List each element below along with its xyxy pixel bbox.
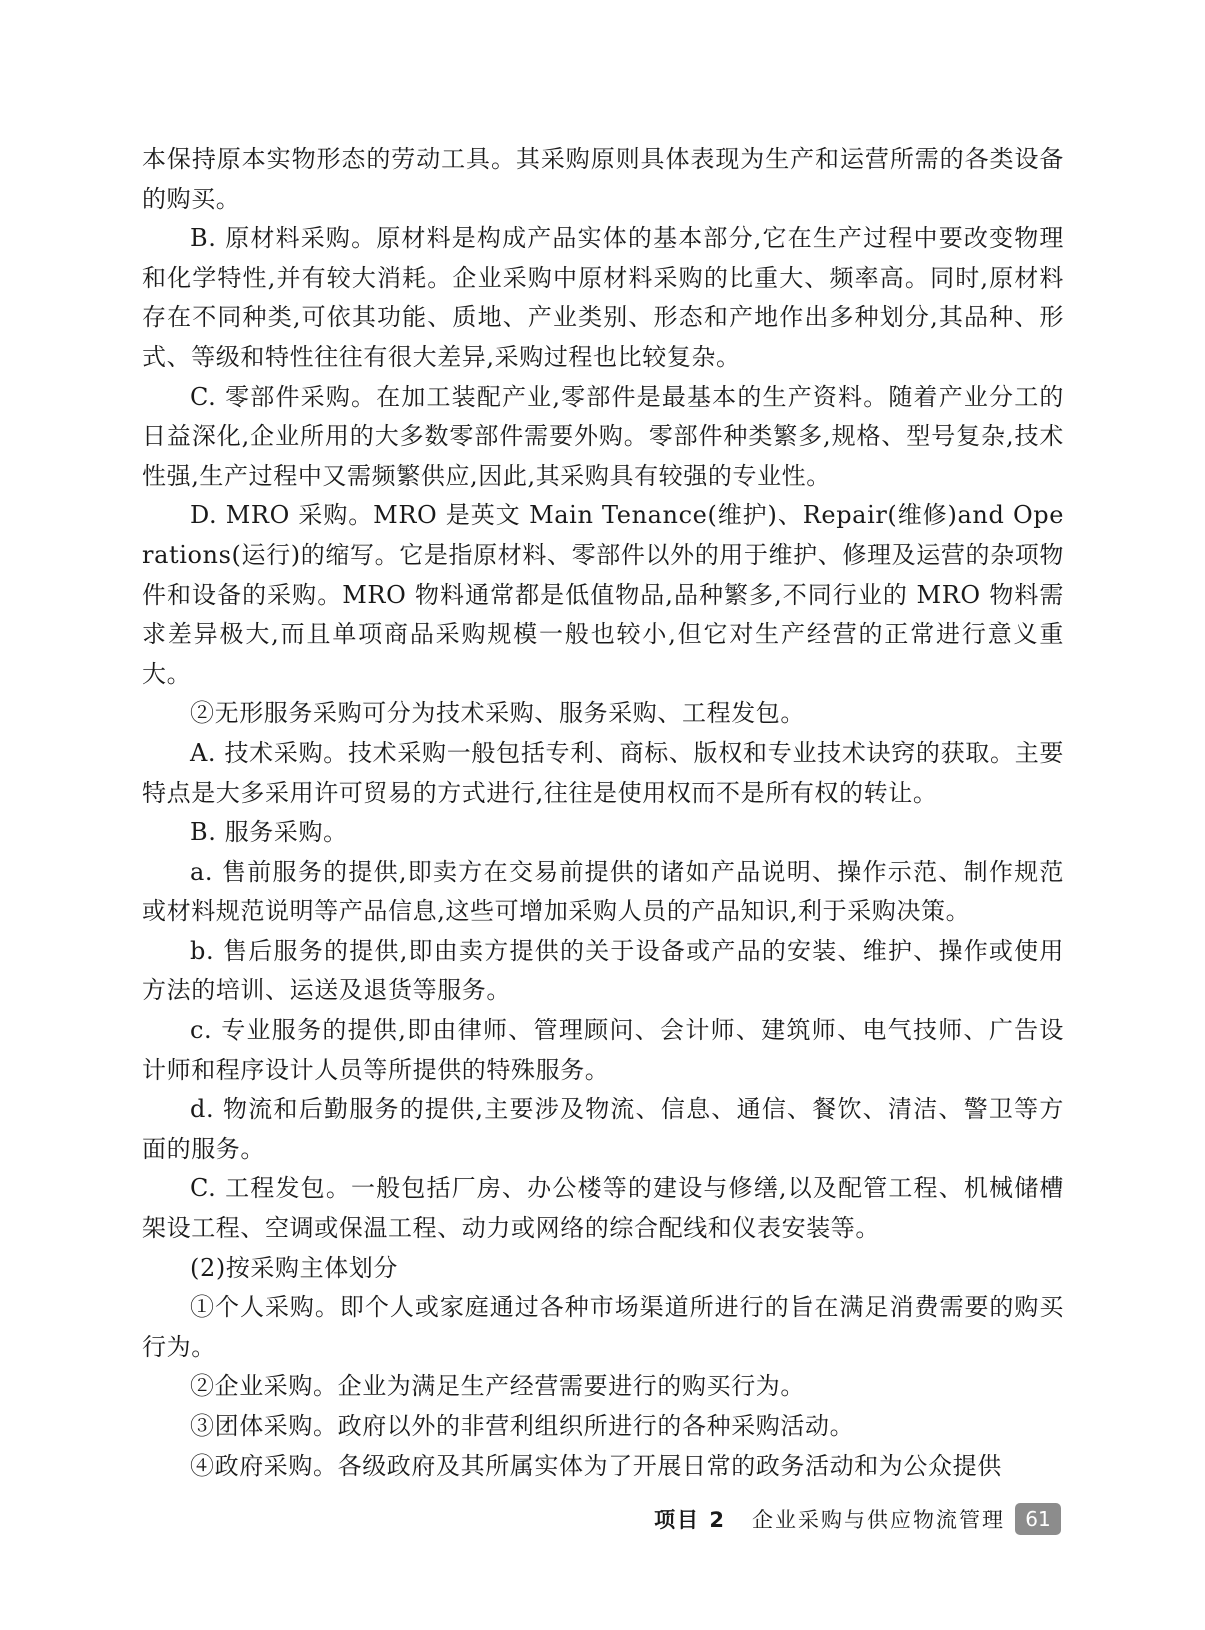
paragraph-mro: D. MRO 采购。MRO 是英文 Main Tenance(维护)、Repair(维修)and Operations(运行)的缩写。它是指原材料、零部件以外的用于维护、修理及运营的杂项物件和设备的采购。MRO 物料通常都是低值物品,品种繁多,不同行业的 MRO 物料需求差异极大,而且单项商品采购规模一般也较小,但它对生产经营的正常进行意义重大。 xyxy=(142,501,1064,688)
paragraph-group-purchase: ③团体采购。政府以外的非营利组织所进行的各种采购活动。 xyxy=(190,1412,855,1440)
paragraph-professional-service: c. 专业服务的提供,即由律师、管理顾问、会计师、建筑师、电气技师、广告设计师和程序设计人员等所提供的特殊服务。 xyxy=(142,1016,1064,1084)
page-number-badge: 61 xyxy=(1015,1503,1061,1535)
paragraph-service-purchase: B. 服务采购。 xyxy=(190,818,348,847)
paragraph-project-contracting: C. 工程发包。一般包括厂房、办公楼等的建设与修缮,以及配管工程、机械储槽架设工程、空调或保温工程、动力或网络的综合配线和仪表安装等。 xyxy=(142,1174,1064,1243)
paragraph-technology-purchase: A. 技术采购。技术采购一般包括专利、商标、版权和专业技术诀窍的获取。主要特点是大多采用许可贸易的方式进行,往往是使用权而不是所有权的转让。 xyxy=(142,738,1064,807)
paragraph-presale-service: a. 售前服务的提供,即卖方在交易前提供的诸如产品说明、操作示范、制作规范或材料规范说明等产品信息,这些可增加采购人员的产品知识,利于采购决策。 xyxy=(142,857,1064,926)
paragraph-aftersale-service: b. 售后服务的提供,即由卖方提供的关于设备或产品的安装、维护、操作或使用方法的培训、运送及退货等服务。 xyxy=(142,936,1064,1005)
paragraph-individual-purchase: ①个人采购。即个人或家庭通过各种市场渠道所进行的旨在满足消费需要的购买行为。 xyxy=(142,1293,1064,1361)
paragraph-raw-materials: B. 原材料采购。原材料是构成产品实体的基本部分,它在生产过程中要改变物理和化学特性,并有较大消耗。企业采购中原材料采购的比重大、频率高。同时,原材料存在不同种类,可依其功能、质地、产业类别、形态和产地作出多种划分,其品种、形式、等级和特性往往有很大差异,采购过程也比较复杂。 xyxy=(142,224,1064,371)
footer-title: 企业采购与供应物流管理 xyxy=(752,1508,1005,1532)
paragraph-logistics-service: d. 物流和后勤服务的提供,主要涉及物流、信息、通信、餐饮、清洁、警卫等方面的服务。 xyxy=(142,1095,1064,1163)
page-footer xyxy=(654,1502,1061,1536)
paragraph-components: C. 零部件采购。在加工装配产业,零部件是最基本的生产资料。随着产业分工的日益深化,企业所用的大多数零部件需要外购。零部件种类繁多,规格、型号复杂,技术性强,生产过程中又需频繁供应,因此,其采购具有较强的专业性。 xyxy=(142,382,1064,490)
paragraph-continuation: 本保持原本实物形态的劳动工具。其采购原则具体表现为生产和运营所需的各类设备的购买。 xyxy=(142,145,1064,213)
section-heading-by-subject: (2)按采购主体划分 xyxy=(190,1253,398,1282)
paragraph-intangible-services: ②无形服务采购可分为技术采购、服务采购、工程发包。 xyxy=(190,699,805,728)
paragraph-government-purchase: ④政府采购。各级政府及其所属实体为了开展日常的政务活动和为公众提供 xyxy=(190,1451,1002,1480)
page-body xyxy=(142,140,1064,1486)
footer-chapter: 项目 2 xyxy=(654,1508,726,1532)
paragraph-enterprise-purchase: ②企业采购。企业为满足生产经营需要进行的购买行为。 xyxy=(190,1372,805,1401)
